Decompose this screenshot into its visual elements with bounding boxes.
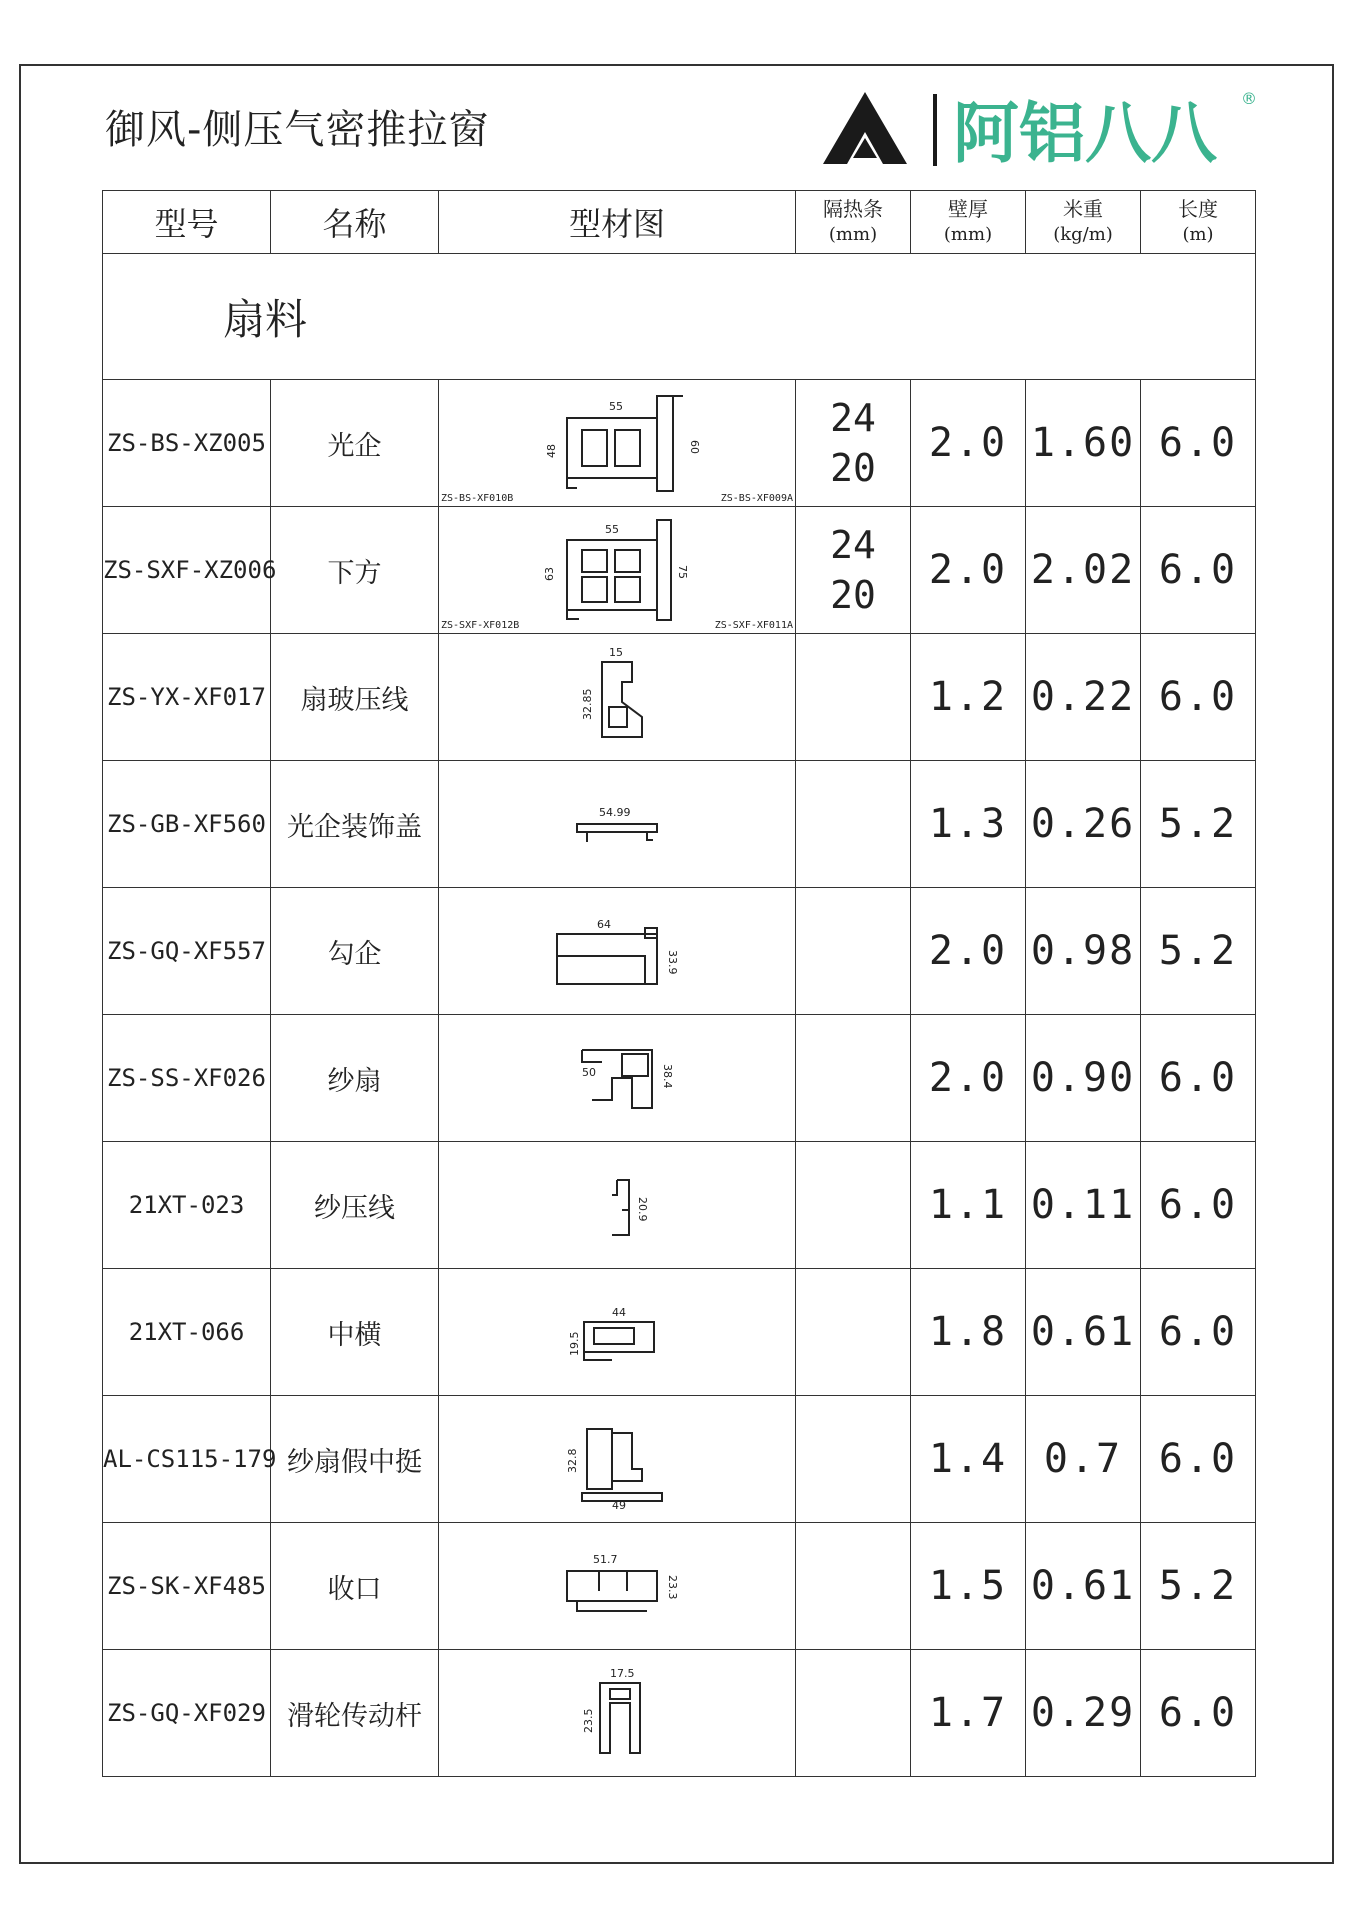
thickness-cell: 1.2 (911, 634, 1026, 761)
logo-divider (933, 94, 937, 166)
strip-cell (796, 1142, 911, 1269)
length-cell: 5.2 (1141, 1523, 1256, 1650)
profile-drawing (439, 1142, 796, 1269)
length-cell: 6.0 (1141, 1650, 1256, 1777)
profile-spec-table (102, 190, 1256, 1777)
svg-text:15: 15 (609, 646, 623, 659)
strip-cell (796, 1269, 911, 1396)
svg-text:64: 64 (597, 918, 611, 931)
table-row (103, 888, 1256, 1015)
weight-cell: 0.90 (1026, 1015, 1141, 1142)
model-cell: ZS-SK-XF485 (103, 1523, 271, 1650)
table-row (103, 1269, 1256, 1396)
svg-text:63: 63 (543, 567, 556, 581)
model-cell: ZS-BS-XZ005 (103, 380, 271, 507)
section-row (103, 254, 1256, 380)
profile-section-icon (537, 906, 697, 996)
profile-section-icon (497, 388, 737, 498)
profile-drawing (439, 761, 796, 888)
svg-text:60: 60 (688, 440, 701, 454)
model-cell: 21XT-023 (103, 1142, 271, 1269)
thickness-cell: 2.0 (911, 1015, 1026, 1142)
svg-text:38.4: 38.4 (661, 1064, 674, 1089)
weight-cell: 0.7 (1026, 1396, 1141, 1523)
name-cell: 中横 (271, 1269, 439, 1396)
weight-cell: 0.22 (1026, 634, 1141, 761)
profile-section-icon (542, 1409, 692, 1509)
strip-cell (796, 1523, 911, 1650)
model-cell: AL-CS115-179 (103, 1396, 271, 1523)
weight-cell: 0.29 (1026, 1650, 1141, 1777)
table-row (103, 1015, 1256, 1142)
strip-cell: 24 20 (796, 507, 911, 634)
header-name: 名称 (271, 191, 439, 254)
part-code: ZS-BS-XF009A (720, 493, 793, 504)
svg-text:75: 75 (676, 565, 689, 579)
thickness-cell: 1.1 (911, 1142, 1026, 1269)
weight-cell: 0.11 (1026, 1142, 1141, 1269)
table-row (103, 634, 1256, 761)
thickness-cell: 1.7 (911, 1650, 1026, 1777)
table-row (103, 761, 1256, 888)
weight-cell: 1.60 (1026, 380, 1141, 507)
svg-text:50: 50 (582, 1066, 596, 1079)
header-row (103, 191, 1256, 254)
svg-text:54.99: 54.99 (599, 806, 631, 819)
svg-text:17.5: 17.5 (610, 1667, 635, 1680)
weight-cell: 0.61 (1026, 1269, 1141, 1396)
table-row (103, 380, 1256, 507)
thickness-cell: 2.0 (911, 507, 1026, 634)
svg-text:55: 55 (605, 523, 619, 536)
part-code: ZS-BS-XF010B (441, 493, 514, 504)
length-cell: 6.0 (1141, 507, 1256, 634)
length-cell: 6.0 (1141, 634, 1256, 761)
thickness-cell: 2.0 (911, 380, 1026, 507)
svg-text:20.9: 20.9 (636, 1197, 649, 1222)
profile-drawing (439, 1015, 796, 1142)
name-cell: 下方 (271, 507, 439, 634)
name-cell: 纱压线 (271, 1142, 439, 1269)
strip-cell (796, 888, 911, 1015)
thickness-cell: 1.3 (911, 761, 1026, 888)
document-title: 御风-侧压气密推拉窗 (105, 107, 490, 153)
header-drawing: 型材图 (439, 191, 796, 254)
name-cell: 扇玻压线 (271, 634, 439, 761)
strip-cell (796, 634, 911, 761)
thickness-cell: 1.5 (911, 1523, 1026, 1650)
registered-mark: ® (1241, 89, 1257, 108)
header-model: 型号 (103, 191, 271, 254)
profile-section-icon (552, 1663, 682, 1763)
model-cell: ZS-GQ-XF557 (103, 888, 271, 1015)
profile-drawing (439, 634, 796, 761)
part-code: ZS-SXF-XF012B (441, 620, 520, 631)
table-row (103, 507, 1256, 634)
profile-section-icon (547, 794, 687, 854)
profile-drawing (439, 507, 796, 634)
brand-name: 阿铝八八 (953, 95, 1217, 172)
header-length: 长度 (m) (1141, 191, 1256, 254)
name-cell: 纱扇假中挺 (271, 1396, 439, 1523)
strip-cell (796, 1396, 911, 1523)
profile-section-icon (542, 1028, 692, 1128)
profile-drawing (439, 1523, 796, 1650)
svg-text:32.85: 32.85 (581, 688, 594, 720)
length-cell: 6.0 (1141, 1015, 1256, 1142)
svg-text:51.7: 51.7 (593, 1553, 618, 1566)
strip-cell: 24 20 (796, 380, 911, 507)
brand-logo (823, 86, 1263, 172)
weight-cell: 0.98 (1026, 888, 1141, 1015)
part-code: ZS-SXF-XF011A (714, 620, 793, 631)
svg-text:44: 44 (612, 1306, 626, 1319)
weight-cell: 0.26 (1026, 761, 1141, 888)
profile-drawing (439, 1269, 796, 1396)
name-cell: 纱扇 (271, 1015, 439, 1142)
model-cell: ZS-SS-XF026 (103, 1015, 271, 1142)
profile-drawing (439, 888, 796, 1015)
svg-text:48: 48 (545, 444, 558, 458)
profile-section-icon (547, 642, 687, 752)
section-title: 扇料 (103, 254, 1256, 380)
table-row (103, 1650, 1256, 1777)
length-cell: 5.2 (1141, 761, 1256, 888)
name-cell: 光企 (271, 380, 439, 507)
profile-drawing (439, 1396, 796, 1523)
model-cell: ZS-YX-XF017 (103, 634, 271, 761)
triangle-logo-icon (823, 92, 907, 164)
model-cell: ZS-GQ-XF029 (103, 1650, 271, 1777)
profile-drawing (439, 380, 796, 507)
name-cell: 光企装饰盖 (271, 761, 439, 888)
profile-section-icon (537, 1541, 697, 1631)
svg-text:19.5: 19.5 (568, 1331, 581, 1356)
profile-drawing (439, 1650, 796, 1777)
svg-text:33.9: 33.9 (666, 950, 679, 975)
name-cell: 收口 (271, 1523, 439, 1650)
svg-text:23.5: 23.5 (582, 1708, 595, 1733)
name-cell: 勾企 (271, 888, 439, 1015)
table-row (103, 1142, 1256, 1269)
profile-section-icon (542, 1292, 692, 1372)
strip-cell (796, 1015, 911, 1142)
table-row (103, 1396, 1256, 1523)
length-cell: 6.0 (1141, 1396, 1256, 1523)
thickness-cell: 2.0 (911, 888, 1026, 1015)
length-cell: 5.2 (1141, 888, 1256, 1015)
strip-cell (796, 1650, 911, 1777)
header-thickness: 壁厚 (mm) (911, 191, 1026, 254)
length-cell: 6.0 (1141, 380, 1256, 507)
length-cell: 6.0 (1141, 1142, 1256, 1269)
header-strip: 隔热条 (mm) (796, 191, 911, 254)
length-cell: 6.0 (1141, 1269, 1256, 1396)
model-cell: ZS-GB-XF560 (103, 761, 271, 888)
table-row (103, 1523, 1256, 1650)
thickness-cell: 1.4 (911, 1396, 1026, 1523)
svg-text:49: 49 (612, 1499, 626, 1509)
svg-text:32.8: 32.8 (566, 1448, 579, 1473)
svg-text:23.3: 23.3 (666, 1575, 679, 1600)
weight-cell: 2.02 (1026, 507, 1141, 634)
svg-text:55: 55 (609, 400, 623, 413)
model-cell: ZS-SXF-XZ006 (103, 507, 271, 634)
thickness-cell: 1.8 (911, 1269, 1026, 1396)
strip-cell (796, 761, 911, 888)
header-weight: 米重 (kg/m) (1026, 191, 1141, 254)
weight-cell: 0.61 (1026, 1523, 1141, 1650)
profile-section-icon (567, 1155, 667, 1255)
profile-section-icon (487, 515, 747, 625)
name-cell: 滑轮传动杆 (271, 1650, 439, 1777)
model-cell: 21XT-066 (103, 1269, 271, 1396)
